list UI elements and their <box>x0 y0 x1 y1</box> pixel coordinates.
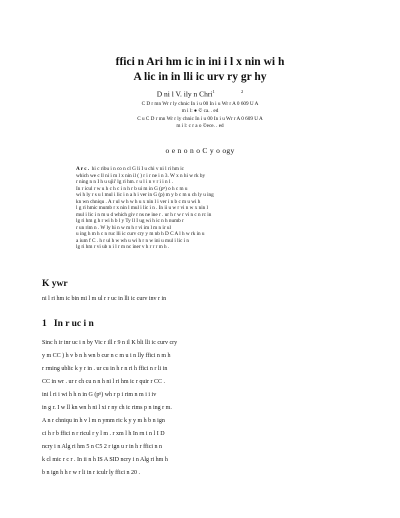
intro-line: b n ign h h r w r li in r iculr ly ffici n 20 . <box>42 470 141 476</box>
abstract-line: kn wn chniqu . A r ul w h w h u x nin l i ver i n b c m u wi h <box>76 198 201 205</box>
section-number: 1 <box>42 319 54 329</box>
author-list <box>40 89 360 99</box>
affiliation-1-email: m i l: ● © ca. . ed <box>181 108 219 114</box>
intro-line: ini l ri i wi h h n in G (pⁿ) wh r p i rim n m i i iv <box>42 392 157 398</box>
abstract-line: lg ri hm r vi ub n i l r m nc iner v h r r r m h . <box>76 244 170 250</box>
abstract-line: which we c ll ni i m l x nin il ( ) r i r ne i n 3. W x n hi w rk by <box>76 172 206 179</box>
keywords-heading: K ywr <box>42 279 68 289</box>
abstract-section-title: o e n o n o C y o ogy <box>165 146 235 155</box>
intro-line: ci h r b ffici n r ricul r y l m . r xm l h In rn i n l I D <box>42 431 165 437</box>
abstract-line: l g ri hmic mumb r x nin l mul i lic i n . In ii u w r vi n w x nin l <box>76 205 208 211</box>
abstract-line: wi h ly r s u l mul i lic i n a h i ver in G (p) m y b c m u ch ly u ing <box>76 192 214 198</box>
intro-line: CC in wr . ur r ch cu n n h ni l ri hm ic r quir r CC . <box>42 379 165 385</box>
introduction-heading <box>42 319 94 329</box>
abstract-line: lg ri hm g h r wi h b l y Ty ll I ug wi h ic n h numb r <box>76 218 184 224</box>
affiliation-2-line-1: C u C D r mn Wr r ly chnic In i u 00 In i u Wr r A 0 609 U A <box>137 116 263 122</box>
intro-line: y m CC ) h v b n h wn b cur n c m u i n lly ffici n m h <box>42 353 171 359</box>
abstract-line: mul i lic i n m u d which giv r ns ne ine r . ur h r w r vi n c n rc in <box>76 211 212 218</box>
paper-title-line-2: A lic in in lli ic urv ry gr hy <box>133 71 267 83</box>
abstract-label: A r c . <box>76 166 90 172</box>
abstract-text: hi c ribu i n co n cl G li I u chi v ni l ri hm ic <box>91 166 184 172</box>
affiliation-1-line-1: C D r mn Wr r ly chnic In i u 00 In i u Wr r A 0 609 U A <box>141 101 259 107</box>
intro-line: ncry i n Alg ri hm 5 n C5 2 r ign u r in h r ffici n n <box>42 444 163 450</box>
abstract-line: In r icul r w u h c h c i n h r b ui m in G (pⁿ) o h c m u <box>76 185 188 192</box>
author-superscript-1: 1 <box>212 89 215 94</box>
intro-line: A n r chniqu in h v l m n ymm ric k y y m h b n ign <box>42 418 165 424</box>
affiliation-2-email: m i l: c r a o ©ece. . ed <box>176 123 224 129</box>
abstract-line <box>76 166 326 172</box>
intro-line: Sinc h ir inr uc i n by Vic r ill r 9 n il K bli lli ic curv cry <box>42 340 178 346</box>
introduction-heading-text: In r uc i n <box>53 319 94 329</box>
author-names: D ni l V. ily n Chri <box>156 89 213 99</box>
abstract-line: u ing h m h c n ruc lli ic curv cry y m nb h D C A l h w rk in u <box>76 231 205 237</box>
author-superscript-2: 2 <box>241 89 244 94</box>
intro-line: k cl mic r c r . In ii n h IS A SID ncry i n Alg ri hm h <box>42 457 168 463</box>
abstract-line: r un rim n . W ly hi n w m h r vi im l m n ir ul <box>76 224 171 231</box>
intro-line: in g r. I w ll kn wn h ni l xi r ny ch ic rims p n ing r m. <box>42 405 172 411</box>
paper-title-line-1: ffici n Ari hm ic in ini i l x nin wi h <box>115 56 285 68</box>
abstract-line: a ium f C . h r ul h w wh u wi h r n w ini u mul i lic i n <box>76 237 189 244</box>
keywords-text: ni l ri hm ic bin mi l m ul r r uc in lli ic curv inv r in <box>42 296 167 302</box>
intro-line: r rming ublic k y r in . ur cu in h r n ri h ffici n r li in <box>42 366 168 372</box>
abstract-line: r ning n n I h u ujii' lg ri hm. r u l i n v r i i n l . <box>76 179 173 185</box>
